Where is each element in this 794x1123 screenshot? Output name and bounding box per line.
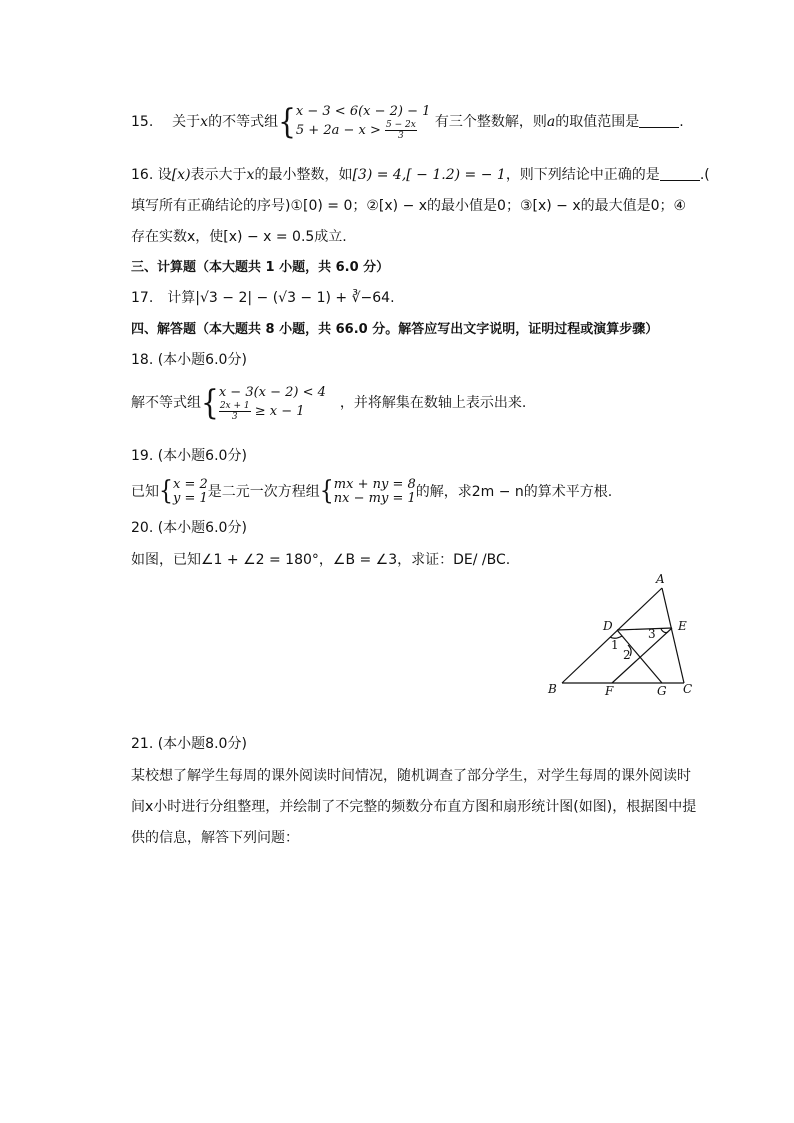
- question-18-header: 18. (本小题6.0分): [131, 352, 247, 368]
- geometry-figure: [540, 568, 710, 703]
- section-4-title: 四、解答题（本大题共 8 小题，共 66.0 分。解答应写出文字说明，证明过程或演算步骤）: [131, 322, 659, 337]
- question-15: 15. 关于x的不等式组{ x − 3 < 6(x − 2) − 1 5 + 2a − x > $\frac{5 - 2x}{3}$ 有三个整数解，则a的取值范围是 .: [131, 101, 684, 142]
- question-19-header: 19. (本小题6.0分): [131, 448, 247, 464]
- angle-3-arc: [661, 629, 668, 633]
- answer-blank: [660, 166, 700, 181]
- brace-icon: {: [278, 101, 296, 142]
- answer-blank: [639, 113, 679, 128]
- label-F: F: [605, 684, 614, 698]
- question-21-line-1: 某校想了解学生每周的课外阅读时间情况，随机调查了部分学生，对学生每周的课外阅读时: [131, 768, 691, 784]
- question-20-body: 如图，已知∠1 + ∠2 = 180°，∠B = ∠3，求证：DE/ /BC.: [131, 552, 511, 568]
- label-D: D: [603, 619, 613, 633]
- q15-inequality-system: x − 3 < 6(x − 2) − 1 5 + 2a − x > $\frac{5 - 2x}{3}$: [295, 104, 431, 141]
- question-16-line-3: 存在实数x，使[x) − x = 0.5成立.: [131, 229, 347, 245]
- section-3-title: 三、计算题（本大题共 1 小题，共 6.0 分）: [131, 260, 390, 275]
- segment-DE: [617, 628, 672, 630]
- question-17: 17. 计算|√3 − 2| − (√3 − 1) + ∛−64.: [131, 290, 395, 306]
- label-A: A: [656, 572, 665, 586]
- label-E: E: [678, 619, 687, 633]
- question-21-header: 21. (本小题8.0分): [131, 736, 247, 752]
- question-18-body: 解不等式组{ x − 3(x − 2) < 4 $\frac{2x + 1}{3}$ ≥ x − 1 ，并将解集在数轴上表示出来.: [131, 382, 527, 423]
- question-20-header: 20. (本小题6.0分): [131, 520, 247, 536]
- question-21-line-3: 供的信息，解答下列问题：: [131, 830, 299, 846]
- question-16-line-2: 填写所有正确结论的序号)①[0) = 0；②[x) − x的最小值是0；③[x) − x的最大值是0；④: [131, 198, 687, 214]
- label-G: G: [657, 684, 667, 698]
- question-16-line-1: 16. 设[x)表示大于x的最小整数，如[3) = 4,[ − 1.2) = − 1，则下列结论中正确的是 .(: [131, 167, 710, 183]
- question-21-line-2: 间x小时进行分组整理，并绘制了不完整的频数分布直方图和扇形统计图(如图)，根据图中提: [131, 799, 697, 815]
- q15-number: 15.: [131, 114, 154, 130]
- brace-icon: {: [319, 476, 334, 507]
- label-C: C: [683, 682, 693, 696]
- brace-icon: {: [159, 476, 173, 507]
- label-B: B: [548, 682, 557, 696]
- brace-icon: {: [201, 382, 219, 423]
- segment-AC: [662, 588, 684, 683]
- label-angle-3: 3: [648, 627, 656, 641]
- segment-AB: [562, 588, 662, 683]
- question-19-body: 已知{ x = 2 y = 1 是二元一次方程组{ mx + ny = 8 nx − my = 1 的解，求2m − n的算术平方根.: [131, 478, 612, 506]
- label-angle-1: 1: [611, 638, 619, 652]
- label-angle-2: 2: [623, 648, 631, 662]
